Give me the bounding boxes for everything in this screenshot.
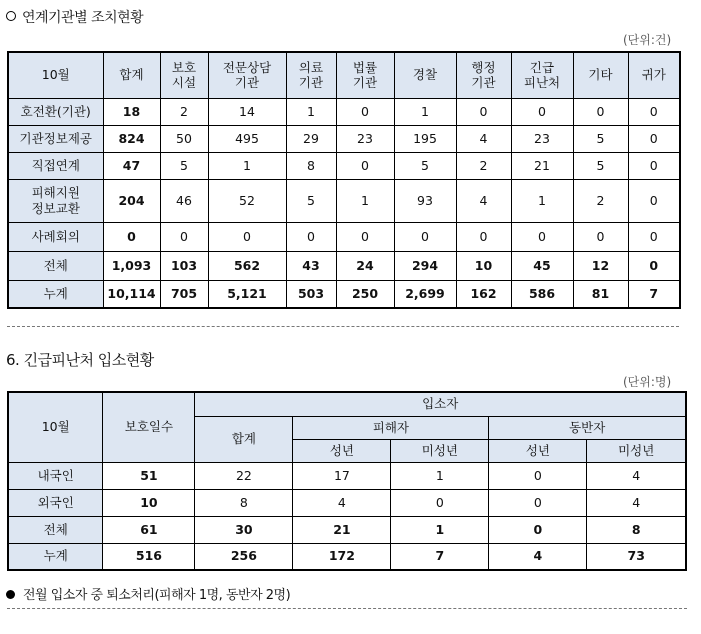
table-cell: 43	[286, 251, 336, 280]
section2-title: 6. 긴급피난처 입소현황	[6, 351, 154, 369]
section1-heading	[6, 7, 143, 27]
table-cell: 47	[103, 152, 160, 179]
table-cell: 12	[573, 251, 628, 280]
header-total: 합계	[195, 416, 293, 462]
table-row	[8, 251, 680, 280]
table-cell: 586	[511, 280, 573, 308]
table-cell: 1	[208, 152, 286, 179]
table-cell: 0	[456, 98, 511, 125]
table-row	[8, 152, 680, 179]
section1-title: 연계기관별 조치현황	[22, 10, 144, 26]
table-cell: 46	[160, 179, 208, 222]
table-cell: 1	[391, 462, 489, 489]
table-cell: 5	[573, 125, 628, 152]
table-cell: 4	[489, 543, 587, 570]
table-cell: 705	[160, 280, 208, 308]
table-cell: 23	[511, 125, 573, 152]
table-cell: 1	[336, 179, 394, 222]
table-cell: 21	[511, 152, 573, 179]
header-companion: 동반자	[489, 416, 686, 439]
header-protection-days: 보호일수	[103, 392, 195, 462]
table-cell: 81	[573, 280, 628, 308]
row-label: 전체	[8, 516, 103, 543]
table-cell: 0	[628, 222, 680, 251]
bullet-icon	[6, 590, 15, 599]
section2-divider	[7, 608, 687, 609]
table-cell: 21	[293, 516, 391, 543]
table-cell: 22	[195, 462, 293, 489]
table-cell: 0	[489, 462, 587, 489]
table-cell: 10,114	[103, 280, 160, 308]
table-cell: 256	[195, 543, 293, 570]
column-header: 10월	[8, 52, 103, 98]
table-cell: 4	[587, 489, 686, 516]
column-header: 기타	[573, 52, 628, 98]
table-cell: 172	[293, 543, 391, 570]
table-cell: 0	[336, 152, 394, 179]
table-cell: 2	[456, 152, 511, 179]
header-victim: 피해자	[293, 416, 489, 439]
table-cell: 61	[103, 516, 195, 543]
table-cell: 4	[456, 125, 511, 152]
table-cell: 250	[336, 280, 394, 308]
row-label: 기관정보제공	[8, 125, 103, 152]
column-header: 경찰	[394, 52, 456, 98]
footnote-text: 전월 입소자 중 퇴소처리(피해자 1명, 동반자 2명)	[23, 588, 291, 603]
column-header: 의료 기관	[286, 52, 336, 98]
table-cell: 93	[394, 179, 456, 222]
header-companion-adult: 성년	[489, 439, 587, 462]
section1-divider	[7, 326, 679, 327]
table-cell: 5	[573, 152, 628, 179]
shelter-admission-table	[7, 391, 687, 571]
column-header: 합계	[103, 52, 160, 98]
row-label: 피해지원 정보교환	[8, 179, 103, 222]
table-cell: 0	[573, 98, 628, 125]
table-cell: 495	[208, 125, 286, 152]
table-cell: 2,699	[394, 280, 456, 308]
table-cell: 0	[489, 516, 587, 543]
table-cell: 1	[286, 98, 336, 125]
table-cell: 8	[195, 489, 293, 516]
table-cell: 162	[456, 280, 511, 308]
table-cell: 0	[573, 222, 628, 251]
table-cell: 195	[394, 125, 456, 152]
table-cell: 52	[208, 179, 286, 222]
table-cell: 2	[573, 179, 628, 222]
table-cell: 10	[103, 489, 195, 516]
table-row	[8, 280, 680, 308]
header-victim-adult: 성년	[293, 439, 391, 462]
row-label: 내국인	[8, 462, 103, 489]
row-label: 누계	[8, 280, 103, 308]
table-cell: 18	[103, 98, 160, 125]
table-row	[8, 179, 680, 222]
header-companion-minor: 미성년	[587, 439, 686, 462]
table-cell: 0	[336, 98, 394, 125]
column-header: 보호 시설	[160, 52, 208, 98]
table-cell: 0	[628, 179, 680, 222]
table-cell: 0	[511, 222, 573, 251]
section2-unit: (단위:명)	[623, 375, 672, 389]
table-cell: 0	[456, 222, 511, 251]
table-row	[8, 98, 680, 125]
table-row	[8, 462, 686, 489]
table-cell: 14	[208, 98, 286, 125]
table-cell: 0	[208, 222, 286, 251]
table-cell: 5,121	[208, 280, 286, 308]
table-cell: 45	[511, 251, 573, 280]
table-cell: 4	[456, 179, 511, 222]
column-header: 긴급 피난처	[511, 52, 573, 98]
table-cell: 0	[628, 152, 680, 179]
table-cell: 0	[628, 251, 680, 280]
row-label: 외국인	[8, 489, 103, 516]
column-header: 귀가	[628, 52, 680, 98]
table-cell: 562	[208, 251, 286, 280]
table-cell: 5	[286, 179, 336, 222]
table-row	[8, 222, 680, 251]
row-label: 직접연계	[8, 152, 103, 179]
table-cell: 1	[511, 179, 573, 222]
table-cell: 0	[511, 98, 573, 125]
agency-action-table	[7, 51, 681, 309]
table-cell: 51	[103, 462, 195, 489]
table-cell: 30	[195, 516, 293, 543]
table-row	[8, 543, 686, 570]
row-label: 누계	[8, 543, 103, 570]
table-cell: 204	[103, 179, 160, 222]
table-cell: 2	[160, 98, 208, 125]
row-label: 호전환(기관)	[8, 98, 103, 125]
table-cell: 1	[394, 98, 456, 125]
row-label: 전체	[8, 251, 103, 280]
table-cell: 294	[394, 251, 456, 280]
table-cell: 0	[391, 489, 489, 516]
table-cell: 7	[628, 280, 680, 308]
table-cell: 1,093	[103, 251, 160, 280]
circle-bullet-icon	[6, 11, 16, 21]
table-cell: 0	[160, 222, 208, 251]
table-cell: 0	[336, 222, 394, 251]
table-cell: 0	[489, 489, 587, 516]
row-label: 사례회의	[8, 222, 103, 251]
header-victim-minor: 미성년	[391, 439, 489, 462]
table-cell: 73	[587, 543, 686, 570]
table-cell: 24	[336, 251, 394, 280]
table-cell: 0	[628, 125, 680, 152]
table-cell: 23	[336, 125, 394, 152]
table-cell: 0	[286, 222, 336, 251]
section1-unit: (단위:건)	[623, 33, 672, 47]
column-header: 행정 기관	[456, 52, 511, 98]
table-cell: 50	[160, 125, 208, 152]
table-cell: 5	[160, 152, 208, 179]
table-cell: 5	[394, 152, 456, 179]
table-cell: 7	[391, 543, 489, 570]
table-cell: 4	[293, 489, 391, 516]
table-cell: 1	[391, 516, 489, 543]
table-row	[8, 489, 686, 516]
table-cell: 516	[103, 543, 195, 570]
column-header: 전문상담 기관	[208, 52, 286, 98]
table-cell: 0	[103, 222, 160, 251]
footnote	[6, 584, 290, 603]
table-cell: 0	[628, 98, 680, 125]
table-cell: 503	[286, 280, 336, 308]
table-cell: 10	[456, 251, 511, 280]
header-admitted: 입소자	[195, 392, 686, 416]
table-cell: 0	[394, 222, 456, 251]
table-cell: 8	[587, 516, 686, 543]
table-cell: 103	[160, 251, 208, 280]
table-cell: 29	[286, 125, 336, 152]
header-month: 10월	[8, 392, 103, 462]
column-header: 법률 기관	[336, 52, 394, 98]
table-row	[8, 125, 680, 152]
table-cell: 8	[286, 152, 336, 179]
table-cell: 4	[587, 462, 686, 489]
table-cell: 17	[293, 462, 391, 489]
table-row	[8, 516, 686, 543]
table-cell: 824	[103, 125, 160, 152]
